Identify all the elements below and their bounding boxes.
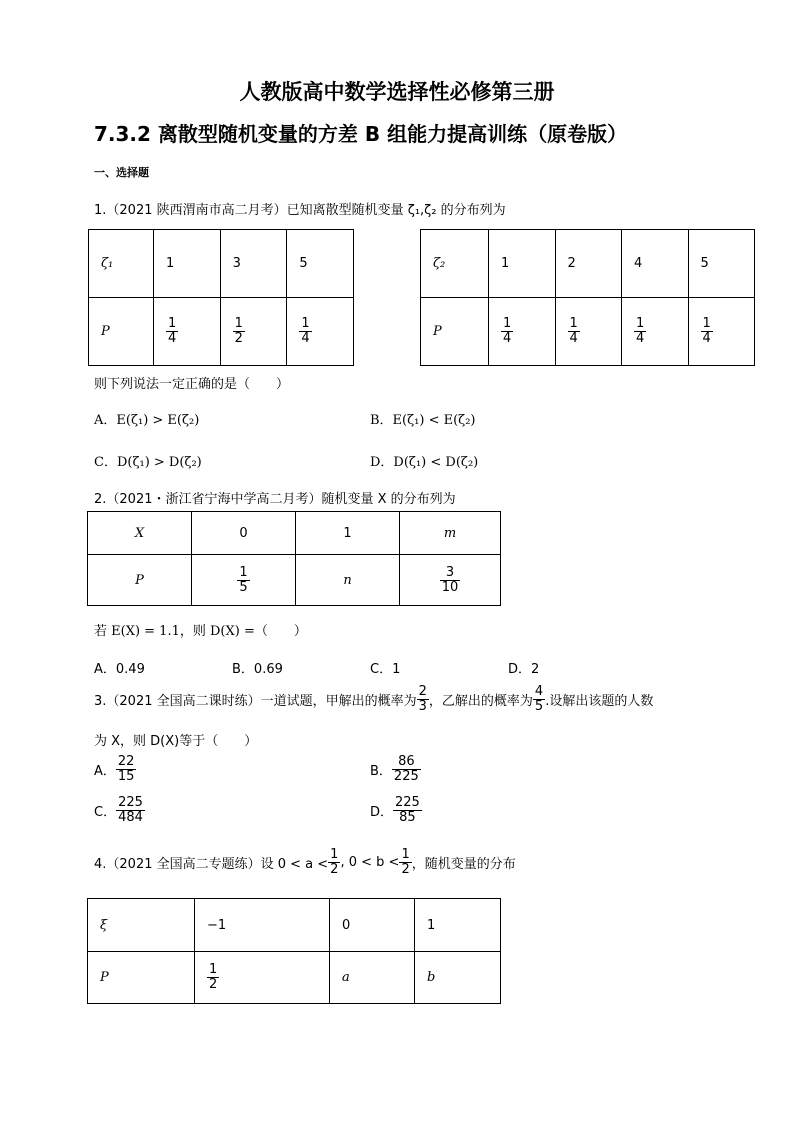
q1-option-d[interactable]: D．D(ζ₁) < D(ζ₂) [370,455,479,470]
table-cell-p-label: P [88,952,195,1004]
q2-option-b[interactable]: B．0.69 [232,662,283,677]
q3-frac-b: $\frac{4}{5}$ [534,684,544,714]
q3-stem-line2: 为 X，则 D(X)等于（ ） [94,734,258,749]
table-cell-var: X [88,512,192,555]
table-cell-value: 3 [220,230,287,298]
table-cell-var: ζ₂ [421,230,489,298]
table-cell-prob: n [296,555,400,606]
table-cell-p-label: P [89,298,154,366]
q1-option-a[interactable]: A．E(ζ₁) > E(ζ₂) [94,413,200,428]
q4-frac-a: $\frac{1}{2}$ [330,847,339,877]
q3-frac-a: $\frac{2}{3}$ [418,684,427,714]
table-cell-prob: a [330,952,415,1004]
section-heading: 一、选择题 [94,166,149,179]
table-cell-prob: $\frac{1}{4}$ [688,298,755,366]
q2-option-a[interactable]: A．0.49 [94,662,145,677]
q1-question: 则下列说法一定正确的是（ ） [94,377,290,392]
q4-stem: 4.（2021 全国高二专题练）设 0 < a < $\frac{1}{2}$ , 0 < b < $\frac{1}{2}$ ，随机变量的分布 [94,847,516,877]
q3-stem: 3.（2021 全国高二课时练）一道试题，甲解出的概率为 $\frac{2}{3}$ ，乙解出的概率为 $\frac{4}{5}$ .设解出该题的人数 [94,684,654,714]
table-cell-value: 0 [192,512,296,555]
q1-table-zeta1 [88,229,354,366]
q3-option-c[interactable]: C． $\frac{225}{484}$ [94,795,143,825]
table-cell-prob: $\frac{1}{2}$ [195,952,330,1004]
table-cell-value: 1 [296,512,400,555]
table-cell-prob: $\frac{1}{2}$ [220,298,287,366]
table-cell-prob: $\frac{1}{4}$ [622,298,689,366]
q3-option-d[interactable]: D． $\frac{225}{85}$ [370,795,420,825]
table-cell-value: 5 [688,230,755,298]
table-cell-p-label: P [88,555,192,606]
table-cell-value: 0 [330,899,415,952]
q1-stem: 1.（2021 陕西渭南市高二月考）已知离散型随机变量 ζ₁,ζ₂ 的分布列为 [94,203,506,218]
q3-option-a[interactable]: A． $\frac{22}{15}$ [94,754,135,784]
q2-question: 若 E(X) = 1.1，则 D(X) =（ ） [94,624,307,639]
table-cell-value: 1 [489,230,556,298]
q2-option-c[interactable]: C．1 [370,662,401,677]
q3-option-b[interactable]: B． $\frac{86}{225}$ [370,754,419,784]
table-cell-p-label: P [421,298,489,366]
table-cell-prob: $\frac{1}{4}$ [154,298,221,366]
table-cell-value: 1 [415,899,501,952]
q4-table [87,898,501,1004]
table-cell-value: −1 [195,899,330,952]
q2-option-d[interactable]: D．2 [508,662,540,677]
q2-stem: 2.（2021・浙江省宁海中学高二月考）随机变量 X 的分布列为 [94,492,456,507]
q2-table [87,511,501,606]
table-cell-var: ζ₁ [89,230,154,298]
page-title: 人教版高中数学选择性必修第三册 [239,80,555,104]
table-cell-value: 2 [555,230,622,298]
table-cell-value: 4 [622,230,689,298]
table-cell-value: m [400,512,501,555]
q1-option-b[interactable]: B．E(ζ₁) < E(ζ₂) [370,413,476,428]
table-cell-prob: $\frac{1}{4}$ [287,298,354,366]
q4-frac-b: $\frac{1}{2}$ [401,847,410,877]
q1-table-zeta2 [420,229,755,366]
q1-option-c[interactable]: C．D(ζ₁) > D(ζ₂) [94,455,202,470]
page-subtitle: 7.3.2 离散型随机变量的方差 B 组能力提高训练（原卷版） [94,122,628,146]
table-cell-value: 1 [154,230,221,298]
table-cell-prob: $\frac{1}{4}$ [489,298,556,366]
table-cell-prob: $\frac{3}{10}$ [400,555,501,606]
table-cell-prob: $\frac{1}{5}$ [192,555,296,606]
table-cell-prob: b [415,952,501,1004]
table-cell-value: 5 [287,230,354,298]
table-cell-var: ξ [88,899,195,952]
table-cell-prob: $\frac{1}{4}$ [555,298,622,366]
